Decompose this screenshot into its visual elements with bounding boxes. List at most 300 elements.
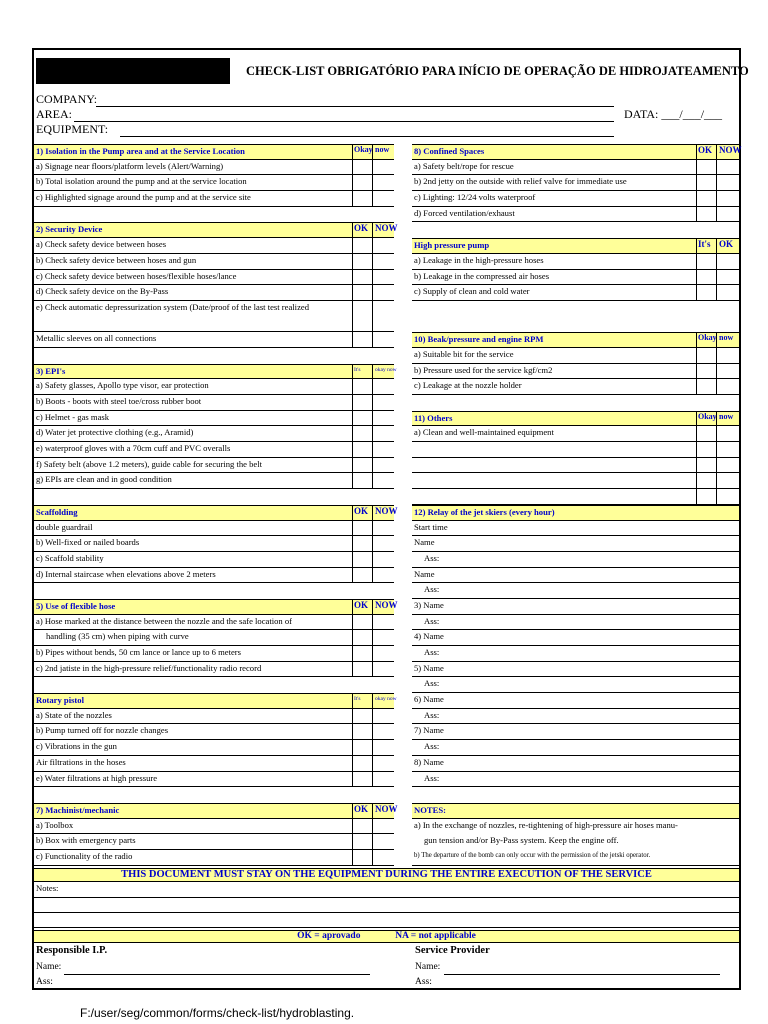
ok-checkbox[interactable] bbox=[352, 160, 372, 175]
checklist-item[interactable] bbox=[34, 630, 394, 646]
now-checkbox[interactable] bbox=[372, 442, 392, 457]
item-label: b) Box with emergency parts bbox=[36, 835, 136, 846]
now-checkbox[interactable] bbox=[372, 379, 392, 394]
ok-checkbox[interactable] bbox=[352, 332, 372, 347]
item-label: d) Internal staircase when elevations above 2 meters bbox=[36, 568, 216, 579]
now-checkbox[interactable] bbox=[716, 191, 736, 206]
ok-checkbox[interactable] bbox=[696, 442, 716, 457]
now-column-label: NOW bbox=[375, 803, 398, 814]
equipment-label: EQUIPMENT: bbox=[36, 122, 109, 136]
relay-name[interactable] bbox=[412, 693, 739, 709]
note-item bbox=[412, 834, 739, 850]
section-header bbox=[34, 693, 397, 709]
item-label: a) Signage near floors/platform levels (Alert/Warning) bbox=[36, 160, 224, 171]
checklist-item[interactable] bbox=[34, 175, 394, 191]
ok-column-label: OK bbox=[354, 505, 369, 516]
ok-checkbox[interactable] bbox=[352, 411, 372, 426]
checklist-item[interactable] bbox=[34, 254, 394, 270]
checklist-item[interactable] bbox=[412, 442, 739, 458]
now-checkbox[interactable] bbox=[372, 772, 392, 787]
checklist-item[interactable] bbox=[34, 238, 394, 254]
section-header bbox=[34, 505, 398, 521]
now-checkbox[interactable] bbox=[716, 285, 736, 300]
now-column-label: NOW bbox=[719, 145, 742, 155]
item-label: Ass: bbox=[424, 615, 440, 626]
now-checkbox[interactable] bbox=[372, 756, 392, 771]
checklist-item[interactable] bbox=[34, 411, 394, 427]
ok-checkbox[interactable] bbox=[696, 458, 716, 473]
checklist-item[interactable] bbox=[412, 175, 739, 191]
checklist-item[interactable] bbox=[412, 489, 739, 505]
checklist-item[interactable] bbox=[34, 615, 394, 631]
now-column-label: NOW bbox=[375, 223, 398, 234]
checklist-item[interactable] bbox=[34, 536, 394, 552]
item-label: Ass: bbox=[424, 647, 440, 658]
checklist-item[interactable] bbox=[34, 709, 394, 725]
now-checkbox[interactable] bbox=[716, 442, 736, 457]
checklist-item[interactable] bbox=[412, 160, 739, 176]
responsible-title: Responsible I.P. bbox=[36, 945, 108, 956]
ok-checkbox[interactable] bbox=[696, 364, 716, 379]
item-label: 11) Others bbox=[414, 412, 453, 423]
item-label: Ass: bbox=[424, 741, 440, 752]
relay-signature[interactable] bbox=[412, 615, 739, 631]
ok-checkbox[interactable] bbox=[352, 536, 372, 551]
date-field[interactable]: DATA: ___/___/___ bbox=[624, 107, 723, 121]
company-label: COMPANY: bbox=[36, 92, 98, 106]
item-label: c) Leakage at the nozzle holder bbox=[414, 380, 522, 391]
checklist-item[interactable] bbox=[34, 473, 394, 489]
item-label: gun tension and/or By-Pass system. Keep the engine off. bbox=[424, 835, 619, 846]
checklist-item[interactable] bbox=[412, 364, 739, 380]
now-checkbox[interactable] bbox=[372, 411, 392, 426]
item-label: b) Pipes without bends, 50 cm lance or lance up to 6 meters bbox=[36, 647, 242, 658]
item-label: f) Safety belt (above 1.2 meters), guide cable for securing the belt bbox=[36, 458, 262, 469]
item-label: 10) Beak/pressure and engine RPM bbox=[414, 334, 544, 345]
item-label: b) Total isolation around the pump and at the service location bbox=[36, 176, 247, 187]
now-column-label: now bbox=[719, 411, 734, 421]
item-label: Ass: bbox=[424, 709, 440, 720]
checklist-item[interactable] bbox=[34, 395, 394, 411]
item-label: Air filtrations in the hoses bbox=[36, 756, 126, 767]
ok-checkbox[interactable] bbox=[352, 254, 372, 269]
responsible-name-field[interactable] bbox=[64, 974, 370, 975]
item-label: Rotary pistol bbox=[36, 695, 84, 706]
item-label: Ass: bbox=[424, 584, 440, 595]
item-label: d) Forced ventilation/exhaust bbox=[414, 207, 515, 218]
legend-ok: OK = aprovado bbox=[297, 931, 361, 941]
item-label: 8) Name bbox=[414, 756, 444, 767]
checklist-item[interactable] bbox=[34, 442, 394, 458]
item-label: b) Leakage in the compressed air hoses bbox=[414, 270, 550, 281]
relay-name[interactable] bbox=[412, 568, 739, 584]
item-label: 3) EPI's bbox=[36, 365, 66, 376]
section-header bbox=[34, 599, 398, 615]
checklist-item[interactable] bbox=[412, 348, 739, 364]
ok-column-label: OK bbox=[354, 599, 369, 610]
now-checkbox[interactable] bbox=[372, 458, 392, 473]
checklist-item[interactable] bbox=[412, 379, 739, 395]
relay-name[interactable] bbox=[412, 599, 739, 615]
relay-signature[interactable] bbox=[412, 772, 739, 788]
now-column-label: okay now bbox=[375, 696, 397, 703]
item-label: 6) Name bbox=[414, 694, 444, 705]
item-label: a) Toolbox bbox=[36, 819, 74, 830]
item-label: c) Lighting: 12/24 volts waterproof bbox=[414, 192, 536, 203]
item-label: e) Water filtrations at high pressure bbox=[36, 772, 158, 783]
item-label: 2) Security Device bbox=[36, 224, 103, 235]
item-label: a) Clean and well-maintained equipment bbox=[414, 427, 554, 438]
item-label: a) Leakage in the high-pressure hoses bbox=[414, 254, 544, 265]
ok-checkbox[interactable] bbox=[696, 207, 716, 222]
file-path: F:/user/seg/common/forms/check-list/hydroblasting. bbox=[80, 1006, 355, 1020]
item-label: e) waterproof gloves with a 70cm cuff and PVC overalls bbox=[36, 443, 231, 454]
checklist-item[interactable] bbox=[34, 552, 394, 568]
ok-column-label: Okay bbox=[698, 411, 717, 421]
ok-checkbox[interactable] bbox=[352, 568, 372, 583]
ok-checkbox[interactable] bbox=[352, 191, 372, 206]
checklist-item[interactable] bbox=[412, 473, 739, 489]
item-label: 1) Isolation in the Pump area and at the Service Location bbox=[36, 146, 245, 156]
checklist-item[interactable] bbox=[34, 740, 394, 756]
relay-name[interactable] bbox=[412, 630, 739, 646]
now-checkbox[interactable] bbox=[716, 270, 736, 285]
relay-signature[interactable] bbox=[412, 740, 739, 756]
relay-signature[interactable] bbox=[412, 677, 739, 693]
now-checkbox[interactable] bbox=[372, 709, 392, 724]
ok-checkbox[interactable] bbox=[352, 379, 372, 394]
item-label: b) Pressure used for the service kgf/cm2 bbox=[414, 364, 553, 375]
relay-signature[interactable] bbox=[412, 583, 739, 599]
item-label: Name bbox=[414, 537, 435, 548]
document-banner: THIS DOCUMENT MUST STAY ON THE EQUIPMENT DURING THE ENTIRE EXECUTION OF THE SERVICE bbox=[34, 868, 739, 882]
item-label: 8) Confined Spaces bbox=[414, 146, 485, 156]
item-label: Name bbox=[414, 568, 435, 579]
equipment-field[interactable] bbox=[120, 136, 614, 137]
checklist-item[interactable] bbox=[34, 285, 394, 301]
ok-checkbox[interactable] bbox=[352, 615, 372, 630]
item-label: d) Check safety device on the By-Pass bbox=[36, 286, 169, 297]
section-header bbox=[412, 332, 739, 348]
item-label: b) Pump turned off for nozzle changes bbox=[36, 725, 169, 736]
now-checkbox[interactable] bbox=[372, 724, 392, 739]
item-label: c) 2nd jatiste in the high-pressure relief/functionality radio record bbox=[36, 662, 262, 673]
checklist-item[interactable] bbox=[34, 772, 394, 788]
section-header bbox=[34, 364, 397, 380]
ok-column-label: It's bbox=[354, 366, 361, 373]
item-label: a) State of the nozzles bbox=[36, 709, 112, 720]
ok-column-label: OK bbox=[354, 223, 369, 234]
provider-ass-label: Ass: bbox=[415, 977, 432, 987]
ok-checkbox[interactable] bbox=[352, 426, 372, 441]
provider-title: Service Provider bbox=[415, 945, 490, 956]
checklist-item[interactable] bbox=[34, 458, 394, 474]
section-header bbox=[34, 222, 398, 238]
now-column-label: OK bbox=[719, 239, 734, 250]
checklist-item[interactable] bbox=[34, 191, 394, 207]
ok-column-label: OK bbox=[354, 803, 369, 814]
checklist-item[interactable] bbox=[34, 568, 394, 584]
now-checkbox[interactable] bbox=[372, 473, 392, 488]
checklist-item[interactable] bbox=[412, 191, 739, 207]
ok-checkbox[interactable] bbox=[352, 238, 372, 253]
ok-checkbox[interactable] bbox=[352, 709, 372, 724]
note-item bbox=[412, 819, 739, 835]
now-checkbox[interactable] bbox=[372, 834, 392, 849]
checklist-item[interactable] bbox=[34, 724, 394, 740]
now-checkbox[interactable] bbox=[716, 348, 736, 363]
item-label: Metallic sleeves on all connections bbox=[36, 333, 157, 344]
ok-checkbox[interactable] bbox=[352, 301, 372, 331]
now-column-label: NOW bbox=[375, 599, 398, 610]
item-label: 7) Machinist/mechanic bbox=[36, 804, 120, 815]
item-label: b) 2nd jetty on the outside with relief valve for immediate use bbox=[414, 176, 627, 187]
section-header bbox=[34, 144, 394, 160]
checklist-item[interactable] bbox=[412, 285, 739, 301]
item-label: c) Highlighted signage around the pump and at the service site bbox=[36, 192, 251, 203]
now-column-label: NOW bbox=[375, 505, 398, 516]
now-checkbox[interactable] bbox=[716, 458, 736, 473]
ok-checkbox[interactable] bbox=[696, 473, 716, 488]
now-column-label: okay now bbox=[375, 366, 397, 373]
responsible-ass-label: Ass: bbox=[36, 977, 53, 987]
note-item bbox=[412, 850, 739, 866]
notes-row[interactable] bbox=[34, 898, 739, 914]
ok-checkbox[interactable] bbox=[352, 395, 372, 410]
ok-checkbox[interactable] bbox=[352, 552, 372, 567]
item-label: double guardrail bbox=[36, 521, 93, 532]
ok-checkbox[interactable] bbox=[696, 191, 716, 206]
section-header bbox=[412, 505, 739, 521]
checklist-form bbox=[32, 48, 749, 990]
notes-row[interactable]: Notes: bbox=[34, 882, 739, 898]
item-label: 5) Use of flexible hose bbox=[36, 600, 116, 611]
checklist-item[interactable] bbox=[34, 850, 394, 866]
now-checkbox[interactable] bbox=[372, 615, 392, 630]
right-column bbox=[412, 144, 742, 866]
checklist-item[interactable] bbox=[34, 662, 394, 678]
relay-name[interactable] bbox=[412, 536, 739, 552]
checklist-item[interactable] bbox=[412, 426, 739, 442]
now-checkbox[interactable] bbox=[372, 175, 392, 190]
ok-checkbox[interactable] bbox=[696, 489, 716, 504]
notes-area bbox=[34, 882, 739, 928]
now-checkbox[interactable] bbox=[716, 489, 736, 504]
ok-column-label: It's bbox=[354, 696, 361, 703]
section-header bbox=[412, 144, 742, 160]
notes-header bbox=[412, 803, 739, 819]
item-label: a) Safety glasses, Apollo type visor, ear protection bbox=[36, 380, 209, 391]
item-label: b) Check safety device between hoses and gun bbox=[36, 254, 197, 265]
item-label: Start time bbox=[414, 521, 448, 532]
ok-checkbox[interactable] bbox=[352, 834, 372, 849]
now-checkbox[interactable] bbox=[716, 207, 736, 222]
relay-signature[interactable] bbox=[412, 552, 739, 568]
provider-name-field[interactable] bbox=[444, 974, 720, 975]
checklist-item[interactable] bbox=[34, 301, 394, 332]
checklist-item[interactable] bbox=[34, 160, 394, 176]
now-checkbox[interactable] bbox=[372, 740, 392, 755]
item-label: High pressure pump bbox=[414, 240, 490, 251]
logo-block bbox=[36, 58, 230, 84]
now-checkbox[interactable] bbox=[372, 160, 392, 175]
now-checkbox[interactable] bbox=[372, 270, 392, 285]
ok-checkbox[interactable] bbox=[696, 254, 716, 269]
item-label: NOTES: bbox=[414, 804, 446, 815]
ok-checkbox[interactable] bbox=[352, 724, 372, 739]
checklist-item[interactable] bbox=[34, 646, 394, 662]
item-label: 3) Name bbox=[414, 599, 444, 610]
ok-checkbox[interactable] bbox=[696, 285, 716, 300]
checklist-item[interactable] bbox=[34, 819, 394, 835]
checklist-item[interactable] bbox=[34, 270, 394, 286]
ok-checkbox[interactable] bbox=[696, 348, 716, 363]
now-checkbox[interactable] bbox=[372, 521, 392, 536]
ok-checkbox[interactable] bbox=[696, 175, 716, 190]
legend-bar bbox=[34, 930, 739, 943]
now-checkbox[interactable] bbox=[372, 254, 392, 269]
relay-name[interactable] bbox=[412, 521, 739, 537]
now-checkbox[interactable] bbox=[716, 160, 736, 175]
now-checkbox[interactable] bbox=[372, 819, 392, 834]
now-checkbox[interactable] bbox=[716, 473, 736, 488]
relay-name[interactable] bbox=[412, 756, 739, 772]
provider-name-label: Name: bbox=[415, 962, 441, 972]
now-checkbox[interactable] bbox=[716, 254, 736, 269]
legend-na: NA = not applicable bbox=[395, 931, 476, 941]
now-checkbox[interactable] bbox=[372, 395, 392, 410]
now-checkbox[interactable] bbox=[372, 191, 392, 206]
ok-checkbox[interactable] bbox=[696, 426, 716, 441]
ok-checkbox[interactable] bbox=[352, 473, 372, 488]
now-checkbox[interactable] bbox=[372, 662, 392, 677]
checklist-item[interactable] bbox=[34, 521, 394, 537]
now-checkbox[interactable] bbox=[372, 630, 392, 645]
checklist-item[interactable] bbox=[412, 254, 739, 270]
item-label: b) Boots - boots with steel toe/cross rubber boot bbox=[36, 396, 202, 407]
ok-checkbox[interactable] bbox=[352, 442, 372, 457]
left-column bbox=[34, 144, 398, 866]
now-checkbox[interactable] bbox=[372, 536, 392, 551]
now-checkbox[interactable] bbox=[716, 175, 736, 190]
item-label: a) Suitable bit for the service bbox=[414, 348, 514, 359]
now-checkbox[interactable] bbox=[716, 426, 736, 441]
item-label: c) Functionality of the radio bbox=[36, 850, 133, 861]
area-field[interactable] bbox=[74, 121, 614, 122]
ok-checkbox[interactable] bbox=[352, 458, 372, 473]
relay-signature[interactable] bbox=[412, 646, 739, 662]
item-label: handling (35 cm) when piping with curve bbox=[46, 631, 189, 642]
ok-checkbox[interactable] bbox=[696, 160, 716, 175]
now-checkbox[interactable] bbox=[372, 646, 392, 661]
item-label: 5) Name bbox=[414, 662, 444, 673]
item-label: e) Check automatic depressurization system (Date/proof of the last test realized bbox=[36, 301, 309, 312]
relay-name[interactable] bbox=[412, 662, 739, 678]
ok-checkbox[interactable] bbox=[352, 285, 372, 300]
section-header bbox=[34, 803, 398, 819]
item-label: a) In the exchange of nozzles, re-tightening of high-pressure air hoses manu- bbox=[414, 819, 678, 830]
ok-column-label: Okay bbox=[354, 145, 373, 154]
form-title: CHECK-LIST OBRIGATÓRIO PARA INÍCIO DE OPERAÇÃO DE HIDROJATEAMENTO bbox=[246, 64, 749, 78]
item-label: 7) Name bbox=[414, 725, 444, 736]
item-label: 12) Relay of the jet skiers (every hour) bbox=[414, 506, 555, 517]
checklist-item[interactable] bbox=[34, 332, 394, 348]
now-checkbox[interactable] bbox=[372, 285, 392, 300]
now-checkbox[interactable] bbox=[372, 301, 392, 331]
item-label: c) Supply of clean and cold water bbox=[414, 286, 530, 297]
ok-checkbox[interactable] bbox=[352, 756, 372, 771]
ok-checkbox[interactable] bbox=[352, 521, 372, 536]
checklist-item[interactable] bbox=[34, 756, 394, 772]
now-column-label: now bbox=[719, 333, 734, 343]
notes-row[interactable] bbox=[34, 913, 739, 928]
ok-checkbox[interactable] bbox=[352, 850, 372, 865]
relay-name[interactable] bbox=[412, 724, 739, 740]
now-checkbox[interactable] bbox=[716, 379, 736, 394]
ok-checkbox[interactable] bbox=[352, 772, 372, 787]
checklist-item[interactable] bbox=[412, 458, 739, 474]
ok-column-label: OK bbox=[698, 145, 713, 155]
ok-checkbox[interactable] bbox=[352, 175, 372, 190]
ok-checkbox[interactable] bbox=[352, 270, 372, 285]
item-label: Ass: bbox=[424, 678, 440, 689]
item-label: c) Helmet - gas mask bbox=[36, 411, 110, 422]
company-field[interactable] bbox=[96, 106, 614, 107]
now-checkbox[interactable] bbox=[372, 568, 392, 583]
ok-column-label: It's bbox=[698, 239, 711, 250]
ok-checkbox[interactable] bbox=[696, 270, 716, 285]
ok-checkbox[interactable] bbox=[352, 740, 372, 755]
ok-column-label: Okay bbox=[698, 333, 717, 343]
item-label: g) EPIs are clean and in good condition bbox=[36, 474, 172, 485]
now-checkbox[interactable] bbox=[716, 364, 736, 379]
ok-checkbox[interactable] bbox=[352, 662, 372, 677]
responsible-name-label: Name: bbox=[36, 962, 62, 972]
now-checkbox[interactable] bbox=[372, 850, 392, 865]
ok-checkbox[interactable] bbox=[352, 646, 372, 661]
item-label: d) Water jet protective clothing (e.g., Aramid) bbox=[36, 427, 194, 438]
now-column-label: now bbox=[375, 145, 390, 154]
section-header bbox=[412, 411, 739, 427]
section-header bbox=[412, 238, 739, 254]
area-label: AREA: bbox=[36, 107, 72, 121]
item-label: Scaffolding bbox=[36, 506, 78, 517]
checklist-item[interactable] bbox=[412, 207, 739, 223]
item-label: Ass: bbox=[424, 772, 440, 783]
ok-checkbox[interactable] bbox=[352, 630, 372, 645]
checklist-item[interactable] bbox=[412, 270, 739, 286]
now-checkbox[interactable] bbox=[372, 426, 392, 441]
checklist-item[interactable] bbox=[34, 426, 394, 442]
relay-signature[interactable] bbox=[412, 709, 739, 725]
item-label: 4) Name bbox=[414, 631, 444, 642]
item-label: a) Check safety device between hoses bbox=[36, 239, 167, 250]
now-checkbox[interactable] bbox=[372, 238, 392, 253]
item-label: c) Check safety device between hoses/flexible hoses/lance bbox=[36, 270, 237, 281]
ok-checkbox[interactable] bbox=[352, 819, 372, 834]
now-checkbox[interactable] bbox=[372, 552, 392, 567]
item-label: c) Scaffold stability bbox=[36, 552, 104, 563]
item-label: a) Safety belt/rope for rescue bbox=[414, 160, 514, 171]
item-label: c) Vibrations in the gun bbox=[36, 741, 117, 752]
checklist-item[interactable] bbox=[34, 834, 394, 850]
item-label: b) The departure of the bomb can only occur with the permission of the jetski operator. bbox=[414, 851, 651, 859]
now-checkbox[interactable] bbox=[372, 332, 392, 347]
item-label: a) Hose marked at the distance between the nozzle and the safe location of bbox=[36, 615, 293, 626]
item-label: b) Well-fixed or nailed boards bbox=[36, 537, 140, 548]
checklist-item[interactable] bbox=[34, 379, 394, 395]
ok-checkbox[interactable] bbox=[696, 379, 716, 394]
